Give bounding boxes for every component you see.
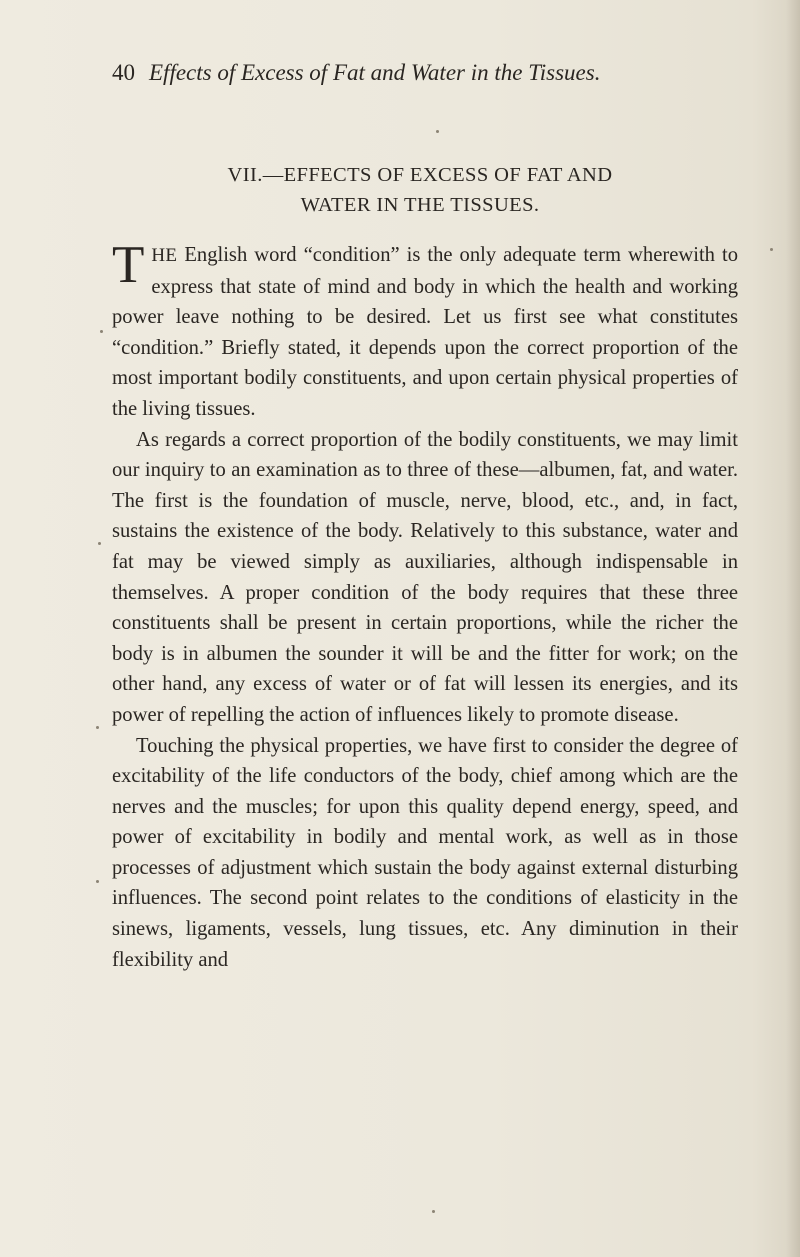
chapter-title [110, 160, 730, 220]
paragraph-1 [112, 236, 738, 425]
print-speck [98, 542, 101, 545]
print-speck [100, 330, 103, 333]
running-title: Effects of Excess of Fat and Water in the Tissues. [149, 60, 601, 85]
small-caps-opening: HE [151, 245, 178, 266]
chapter-title-line-2: WATER IN THE TISSUES. [300, 194, 540, 216]
paragraph-2: As regards a correct proportion of the bodily constituents, we may limit our inquiry to an examination as to three of these—albumen, fat, and water. The first is the foundation of muscle, nerve, blood, etc., and, in fact, sustains the existence of the body. Relatively to this substance, water and fat may be viewed simply as auxiliaries, although indispensable in themselves. A proper condition of the body requires that these three constituents shall be present in certain proportions, while the richer the body is in albumen the sounder it will be and the fitter for work; on the other hand, any excess of water or of fat will lessen its energies, and its power of repelling the action of influences likely to promote disease. [112, 428, 738, 726]
print-speck [770, 248, 773, 251]
body-text [112, 236, 738, 975]
drop-cap: T [112, 236, 144, 294]
paragraph-1-text: English word “condition” is the only adequate term wherewith to express that state of mind and body in which the health and working power leave nothing to be desired. Let us first see what constitutes “condition.” Briefly stated, it depends upon the correct proportion of the most important bodily constituents, and upon certain physical properties of the living tissues. [112, 244, 738, 420]
print-speck [96, 726, 99, 729]
page-edge-shadow [786, 0, 800, 1257]
paragraph-3: Touching the physical properties, we have first to consider the degree of excitability of the life conductors of the body, chief among which are the nerves and the muscles; for upon this quality depend energy, speed, and power of excitability in bodily and mental work, as well as in those processes of adjustment which sustain the body against external disturbing influences. The second point relates to the conditions of elasticity in the sinews, ligaments, vessels, lung tissues, etc. Any diminution in their flexibility and [112, 734, 738, 971]
running-head [112, 58, 712, 88]
print-speck [436, 130, 439, 133]
print-speck [96, 880, 99, 883]
chapter-title-line-1: VII.—EFFECTS OF EXCESS OF FAT AND [227, 164, 613, 186]
print-speck [432, 1210, 435, 1213]
page-number: 40 [112, 60, 135, 85]
